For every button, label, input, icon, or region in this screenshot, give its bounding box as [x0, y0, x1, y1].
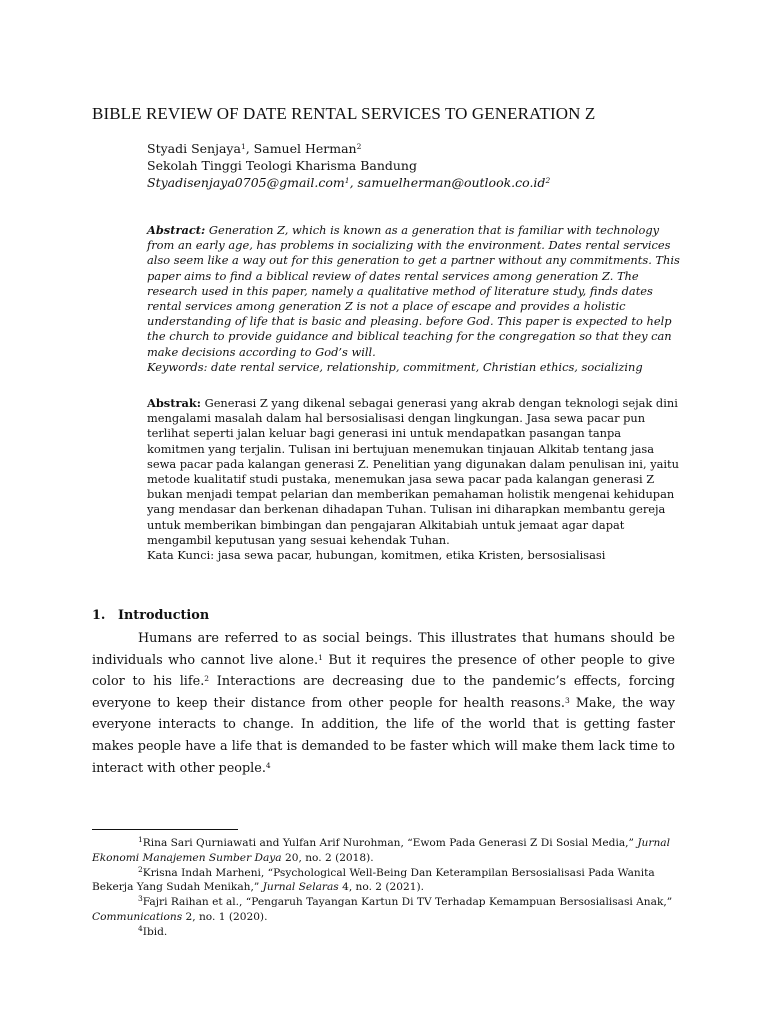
- footnote: [92, 836, 675, 866]
- introduction-paragraph: [92, 628, 675, 779]
- footnote-journal: Communications: [92, 910, 183, 923]
- footnote-number: 3: [138, 894, 143, 904]
- author-1-affil: 1: [240, 142, 246, 151]
- footnotes: [92, 836, 675, 940]
- footnote-ref-4[interactable]: 4: [265, 760, 271, 770]
- paper-title: BIBLE REVIEW OF DATE RENTAL SERVICES TO GENERATION Z: [92, 104, 596, 123]
- section-heading-introduction: [92, 608, 209, 623]
- email-1[interactable]: Styadisenjaya0705@gmail.com: [147, 175, 345, 190]
- author-emails: [147, 174, 707, 191]
- footnote-number: 4: [138, 923, 143, 933]
- affiliation: Sekolah Tinggi Teologi Kharisma Bandung: [147, 158, 417, 173]
- abstract-label: Abstract:: [147, 223, 206, 237]
- footnote-separator: [92, 829, 238, 830]
- footnote-text: Rina Sari Qurniawati and Yulfan Arif Nurohman, “Ewom Pada Generasi Z Di Sosial Media,”: [142, 837, 638, 849]
- abstract-text: Generation Z, which is known as a generation that is familiar with technology from an early age, has problems in socializing with the environment. Dates rental services also seem like a way out for this generation to get a partner without any commitments. This paper aims to find a biblical review of dates rental services among generation Z. The research used in this paper, namely a qualitative method of literature study, finds dates rental services among generation Z is not a place of escape and provides a holistic understanding of life that is basic and pleasing. before God. This paper is expected to help the church to provide guidance and biblical teaching for the congregation so that they can make decisions according to God’s will.: [147, 223, 680, 359]
- author-names: [147, 140, 707, 157]
- footnote-details: 4, no. 2 (2021).: [338, 881, 425, 894]
- footnote-ref-1[interactable]: 1: [318, 652, 323, 662]
- author-2-affil: 2: [356, 142, 362, 151]
- footnote-details: 2, no. 1 (2020).: [182, 910, 268, 923]
- intro-sentence-3: Interactions are decreasing due to the pandemic’s effects, forcing everyone to keep their distance from other people for health reasons.: [92, 674, 675, 711]
- abstrak-keywords: Kata Kunci: jasa sewa pacar, hubungan, komitmen, etika Kristen, bersosialisasi: [147, 548, 606, 563]
- abstract-english: [147, 223, 682, 375]
- footnote-number: 2: [138, 864, 143, 874]
- section-number: 1.: [92, 608, 106, 623]
- footnote-text: Fajri Raihan et al., “Pengaruh Tayangan Kartun Di TV Terhadap Kemampuan Bersosialisasi Anak,”: [142, 896, 673, 909]
- footnote: [92, 866, 675, 896]
- email-2[interactable]: samuelherman@outlook.co.id: [357, 175, 546, 190]
- footnote-text: Ibid.: [142, 925, 168, 938]
- email-2-affil: 2: [545, 176, 551, 185]
- footnote: [92, 925, 675, 940]
- footnote-ref-3[interactable]: 3: [564, 695, 570, 705]
- intro-sentence-2: But it requires the presence of other people to give color to his life.: [92, 652, 675, 690]
- author-block: [147, 140, 707, 191]
- abstrak-text: Generasi Z yang dikenal sebagai generasi yang akrab dengan teknologi sejak dini mengalami masalah dalam hal bersosialisasi dengan lingkungan. Jasa sewa pacar pun terlihat seperti jalan keluar bagi generasi ini untuk mendapatkan pasangan tanpa komitmen yang terjalin. Tulisan ini bertujuan menemukan tinjauan Alkitab tentang jasa sewa pacar pada kalangan generasi Z. Penelitian yang digunakan dalam penulisan ini, yaitu metode kualitatif studi pustaka, menemukan jasa sewa pacar pada kalangan generasi Z bukan menjadi tempat pelarian dan memberikan pemahaman holistik mengenai kehidupan yang mendasar dan berkenan dihadapan Tuhan. Tulisan ini diharapkan membantu gereja untuk memberikan bimbingan dan pengajaran Alkitabiah untuk jemaat agar dapat mengambil keputusan yang sesuai kehendak Tuhan.: [147, 396, 679, 547]
- abstract-paragraph: [147, 223, 682, 360]
- footnote-details: 20, no. 2 (2018).: [281, 851, 374, 864]
- author-separator: ,: [245, 141, 254, 156]
- abstrak-label: Abstrak:: [147, 396, 201, 410]
- author-1: Styadi Senjaya: [147, 141, 241, 156]
- footnote-journal: Jurnal Selaras: [262, 881, 339, 894]
- footnote-ref-2[interactable]: 2: [204, 674, 210, 684]
- email-separator: ,: [349, 175, 358, 190]
- intro-sentence-4: Make, the way everyone interacts to change. In addition, the life of the world that is getting faster makes people have a life that is demanded to be faster which will make them lack time to interact with other people.: [92, 695, 675, 776]
- footnote: [92, 895, 675, 925]
- author-2: Samuel Herman: [253, 141, 357, 156]
- abstrak-paragraph: [147, 396, 682, 548]
- intro-sentence-1: Humans are referred to as social beings. This illustrates that humans should be individuals who cannot live alone.: [92, 631, 675, 668]
- footnote-text: Krisna Indah Marheni, “Psychological Well-Being Dan Keterampilan Bersosialisasi Pada Wanita Bekerja Yang Sudah Menikah,”: [92, 866, 655, 894]
- footnote-number: 1: [138, 835, 143, 844]
- section-title: Introduction: [118, 608, 210, 623]
- abstract-keywords: Keywords: date rental service, relationship, commitment, Christian ethics, socializing: [147, 359, 643, 374]
- abstract-indonesian: [147, 396, 682, 563]
- email-1-affil: 1: [344, 176, 350, 185]
- footnote-journal: Jurnal Ekonomi Manajemen Sumber Daya: [92, 837, 670, 864]
